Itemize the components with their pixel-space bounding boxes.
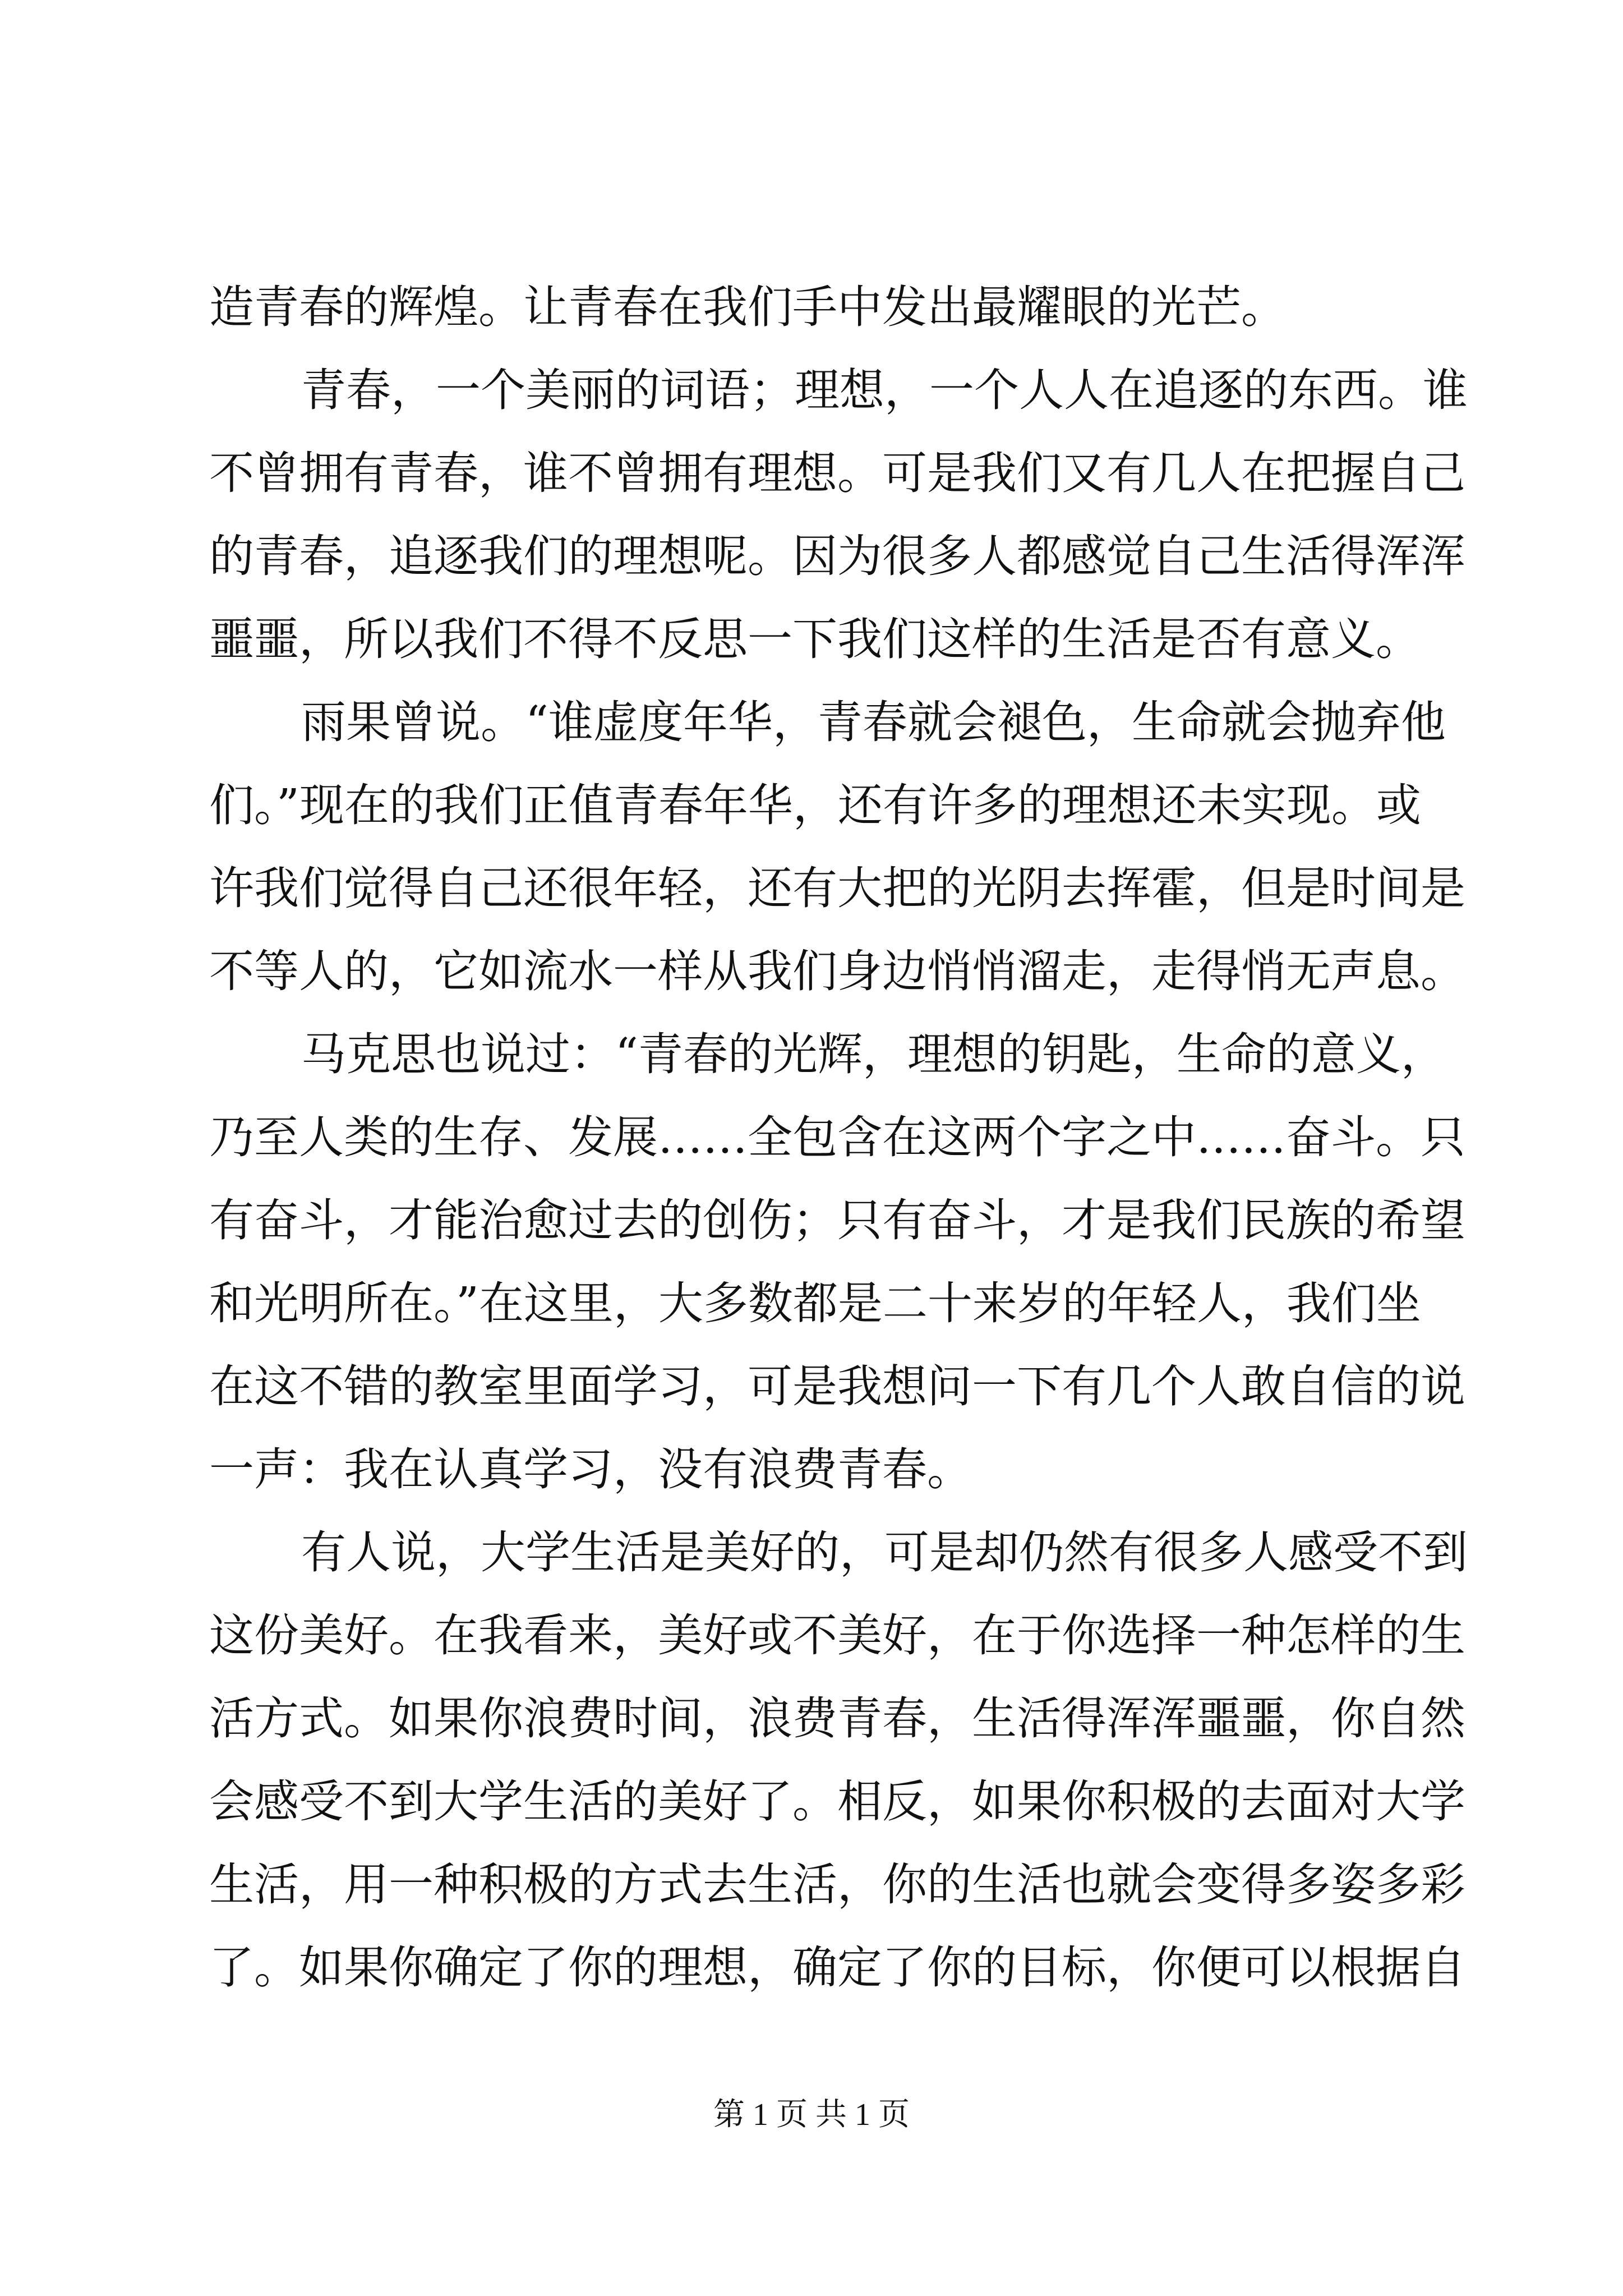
- text-line: 这份美好。在我看来，美好或不美好，在于你选择一种怎样的生: [209, 1609, 1465, 1662]
- text-line: 噩噩，所以我们不得不反思一下我们这样的生活是否有意义。: [209, 613, 1421, 665]
- text-line: 和光明所在。”在这里，大多数都是二十来岁的年轻人，我们坐: [209, 1277, 1421, 1329]
- text-line: 生活，用一种积极的方式去生活，你的生活也就会变得多姿多彩: [209, 1858, 1465, 1911]
- text-line: 不等人的，它如流水一样从我们身边悄悄溜走，走得悄无声息。: [209, 945, 1465, 997]
- text-line: 们。”现在的我们正值青春年华，还有许多的理想还未实现。或: [209, 779, 1421, 831]
- page-number-footer: 第 1 页 共 1 页: [713, 2097, 910, 2132]
- text-line: 一声：我在认真学习，没有浪费青春。: [209, 1443, 972, 1496]
- text-line: 乃至人类的生存、发展……全包含在这两个字之中……奋斗。只: [209, 1111, 1465, 1163]
- paragraph-first-line: 有人说，大学生活是美好的，可是却仍然有很多人感受不到: [301, 1526, 1468, 1579]
- paragraph-first-line: 青春，一个美丽的词语；理想，一个人人在追逐的东西。谁: [301, 364, 1468, 416]
- text-line: 在这不错的教室里面学习，可是我想问一下有几个人敢自信的说: [209, 1360, 1465, 1412]
- paragraph-first-line: 雨果曾说。“谁虚度年华，青春就会褪色，生命就会抛弃他: [301, 696, 1446, 748]
- text-line: 活方式。如果你浪费时间，浪费青春，生活得浑浑噩噩，你自然: [209, 1692, 1465, 1745]
- text-line: 造青春的辉煌。让青春在我们手中发出最耀眼的光芒。: [209, 281, 1286, 333]
- text-line: 会感受不到大学生活的美好了。相反，如果你积极的去面对大学: [209, 1775, 1465, 1828]
- text-line: 了。如果你确定了你的理想，确定了你的目标，你便可以根据自: [209, 1941, 1465, 1994]
- text-line: 的青春，追逐我们的理想呢。因为很多人都感觉自己生活得浑浑: [209, 530, 1465, 582]
- body-text: [209, 266, 1468, 2009]
- paragraph-first-line: 马克思也说过：“青春的光辉，理想的钥匙，生命的意义，: [301, 1028, 1446, 1080]
- text-line: 许我们觉得自己还很年轻，还有大把的光阴去挥霍，但是时间是: [209, 862, 1465, 914]
- text-line: 有奋斗，才能治愈过去的创伤；只有奋斗，才是我们民族的希望: [209, 1194, 1465, 1246]
- text-line: 不曾拥有青春，谁不曾拥有理想。可是我们又有几人在把握自己: [209, 447, 1465, 499]
